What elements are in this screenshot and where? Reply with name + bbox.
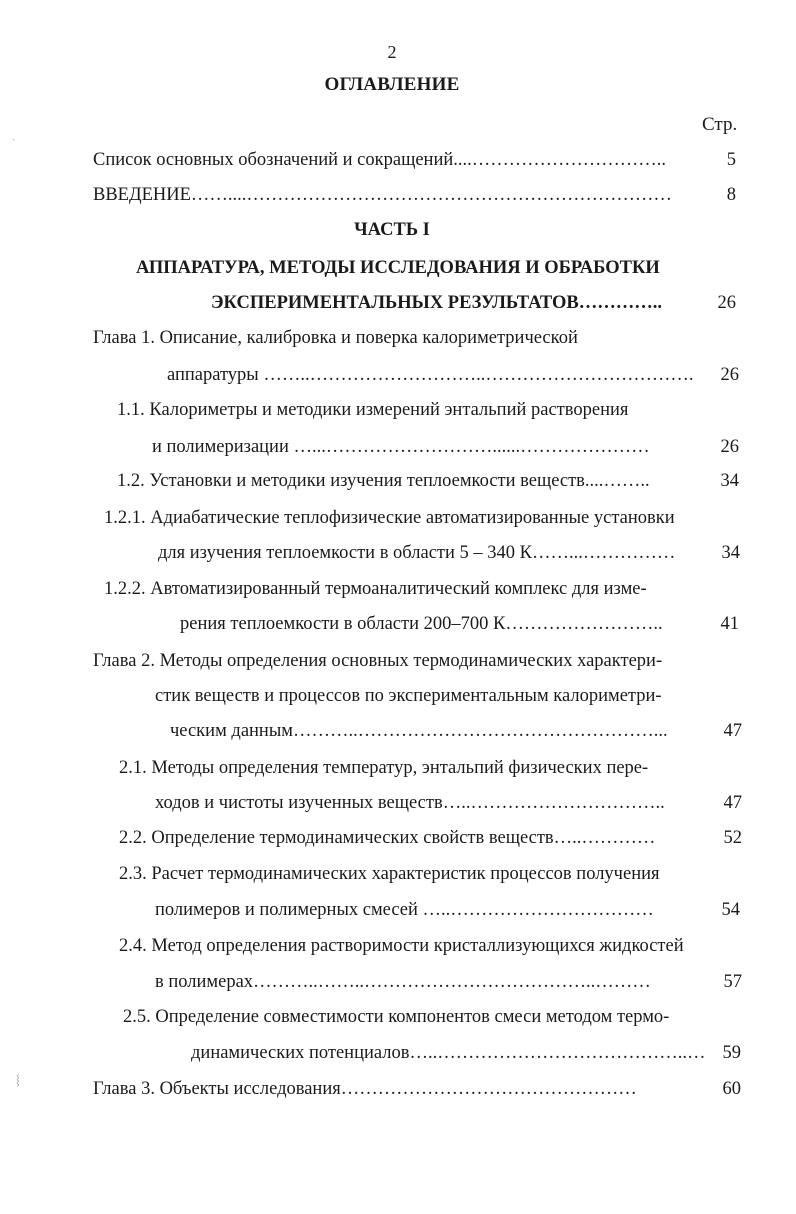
toc-entry-text: Глава 2. Методы определения основных термодинамических характери- — [93, 651, 663, 671]
toc-entry-text: 1.1. Калориметры и методики измерений энтальпий растворения — [117, 400, 629, 420]
toc-entry-page: 41 — [720, 614, 739, 634]
toc-entry-text: 1.2.1. Адиабатические теплофизические автоматизированные установки — [104, 508, 675, 528]
toc-entry-text-cont: рения теплоемкости в области 200–700 К…………………….. — [180, 614, 663, 634]
toc-entry-text-cont: ческим данным………..…………………………………………... — [170, 721, 668, 741]
toc-entry-text-cont: ходов и чистоты изученных веществ…..………………………….. — [155, 793, 665, 813]
toc-entry-text-cont: стик веществ и процессов по экспериментальным калориметри- — [155, 686, 662, 706]
toc-entry-page: 34 — [720, 471, 739, 491]
part-title-line2: ЭКСПЕРИМЕНТАЛЬНЫХ РЕЗУЛЬТАТОВ………….. — [211, 293, 662, 313]
toc-entry-text: 1.2. Установки и методики изучения теплоемкости веществ....…….. — [117, 471, 650, 491]
toc-entry-text: 2.1. Методы определения температур, энтальпий физических пере- — [119, 758, 649, 778]
part-label: ЧАСТЬ I — [354, 220, 430, 240]
toc-entry-text-cont: в полимерах………..……..………………………………..……… — [155, 972, 651, 992]
toc-entry-text: 2.3. Расчет термодинамических характеристик процессов получения — [119, 864, 660, 884]
page-title: ОГЛАВЛЕНИЕ — [324, 74, 460, 95]
toc-entry-text: 1.2.2. Автоматизированный термоаналитический комплекс для изме- — [104, 579, 647, 599]
toc-entry-text: Глава 3. Объекты исследования………………………………………… — [93, 1079, 637, 1099]
toc-entry-page: 52 — [723, 828, 742, 848]
part-title-line1: АППАРАТУРА, МЕТОДЫ ИССЛЕДОВАНИЯ И ОБРАБОТКИ — [136, 258, 660, 278]
toc-entry-text-cont: и полимеризации …...………………………......………………… — [152, 437, 650, 457]
scan-artifact: ⸾ — [16, 1075, 20, 1086]
toc-entry-text: 2.4. Метод определения растворимости кристаллизующихся жидкостей — [119, 936, 684, 956]
toc-entry-text-cont: аппаратуры ……..………………………..……………………………. — [167, 365, 694, 385]
toc-entry-page: 26 — [720, 365, 739, 385]
toc-entry-page: 26 — [720, 437, 739, 457]
toc-entry-text-cont: полимеров и полимерных смесей …..…………………………… — [155, 900, 654, 920]
toc-entry-page: 26 — [717, 293, 736, 313]
toc-entry-text-cont: динамических потенциалов…..…………………………………..… — [191, 1043, 706, 1063]
page-column-label: Стр. — [702, 114, 738, 135]
toc-entry-page: 47 — [723, 721, 742, 741]
toc-entry-page: 60 — [722, 1079, 741, 1099]
toc-entry-page: 34 — [721, 543, 740, 563]
toc-entry-page: 47 — [723, 793, 742, 813]
toc-entry-text-cont: для изучения теплоемкости в области 5 – 340 К……...…………… — [158, 543, 676, 563]
toc-entry-text: Глава 1. Описание, калибровка и поверка калориметрической — [93, 328, 578, 348]
scan-artifact: ˎ — [12, 130, 16, 141]
toc-entry-text: 2.2. Определение термодинамических свойств веществ…..………… — [119, 828, 656, 848]
toc-entry-page: 8 — [726, 185, 736, 205]
toc-entry-text: 2.5. Определение совместимости компонентов смеси методом термо- — [123, 1007, 670, 1027]
toc-entry-page: 5 — [726, 150, 736, 170]
toc-entry-page: 57 — [723, 972, 742, 992]
page-number: 2 — [387, 42, 397, 62]
toc-entry-text: Список основных обозначений и сокращений....………………………….. — [93, 150, 667, 170]
toc-entry-page: 59 — [722, 1043, 741, 1063]
toc-entry-text: ВВЕДЕНИЕ……....…………………………………………………………… — [93, 185, 672, 205]
toc-entry-page: 54 — [721, 900, 740, 920]
